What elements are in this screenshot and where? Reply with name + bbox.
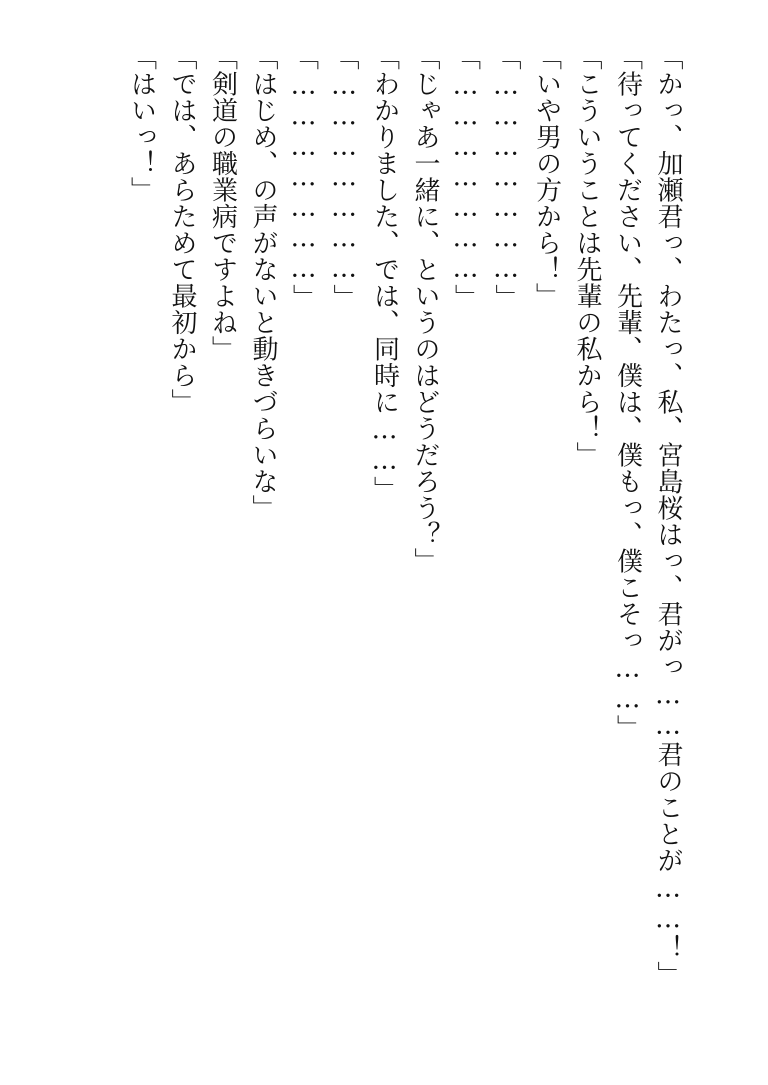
dialogue-line-13: 「では、あらためて最初から」 <box>167 44 197 415</box>
dialogue-line-10: 「…………………」 <box>288 44 319 311</box>
dialogue-line-2: 「待ってください、先輩、僕は、僕もっ、僕こそっ……」 <box>612 44 643 741</box>
dialogue-line-11: 「はじめ、の声がないと動きづらいな」 <box>248 44 278 521</box>
dialogue-line-8: 「わかりました、では、同時に……」 <box>369 44 400 503</box>
vertical-text-block <box>121 44 688 1044</box>
dialogue-line-6: 「…………………」 <box>450 44 481 311</box>
dialogue-line-5: 「…………………」 <box>491 44 521 311</box>
dialogue-line-12: 「剣道の職業病ですよね」 <box>207 44 238 362</box>
dialogue-line-4: 「いや男の方から！」 <box>531 44 562 309</box>
dialogue-line-1: 「かっ、加瀬君っ、わたっ、私、宮島桜はっ、君がっ……君のことが……！」 <box>653 44 683 988</box>
dialogue-line-14: 「はいっ！」 <box>126 44 157 203</box>
dialogue-line-9: 「…………………」 <box>329 44 359 311</box>
dialogue-line-7: 「じゃあ一緒に、というのはどうだろう？」 <box>410 44 440 574</box>
dialogue-line-3: 「こういうことは先輩の私から！」 <box>572 44 602 468</box>
